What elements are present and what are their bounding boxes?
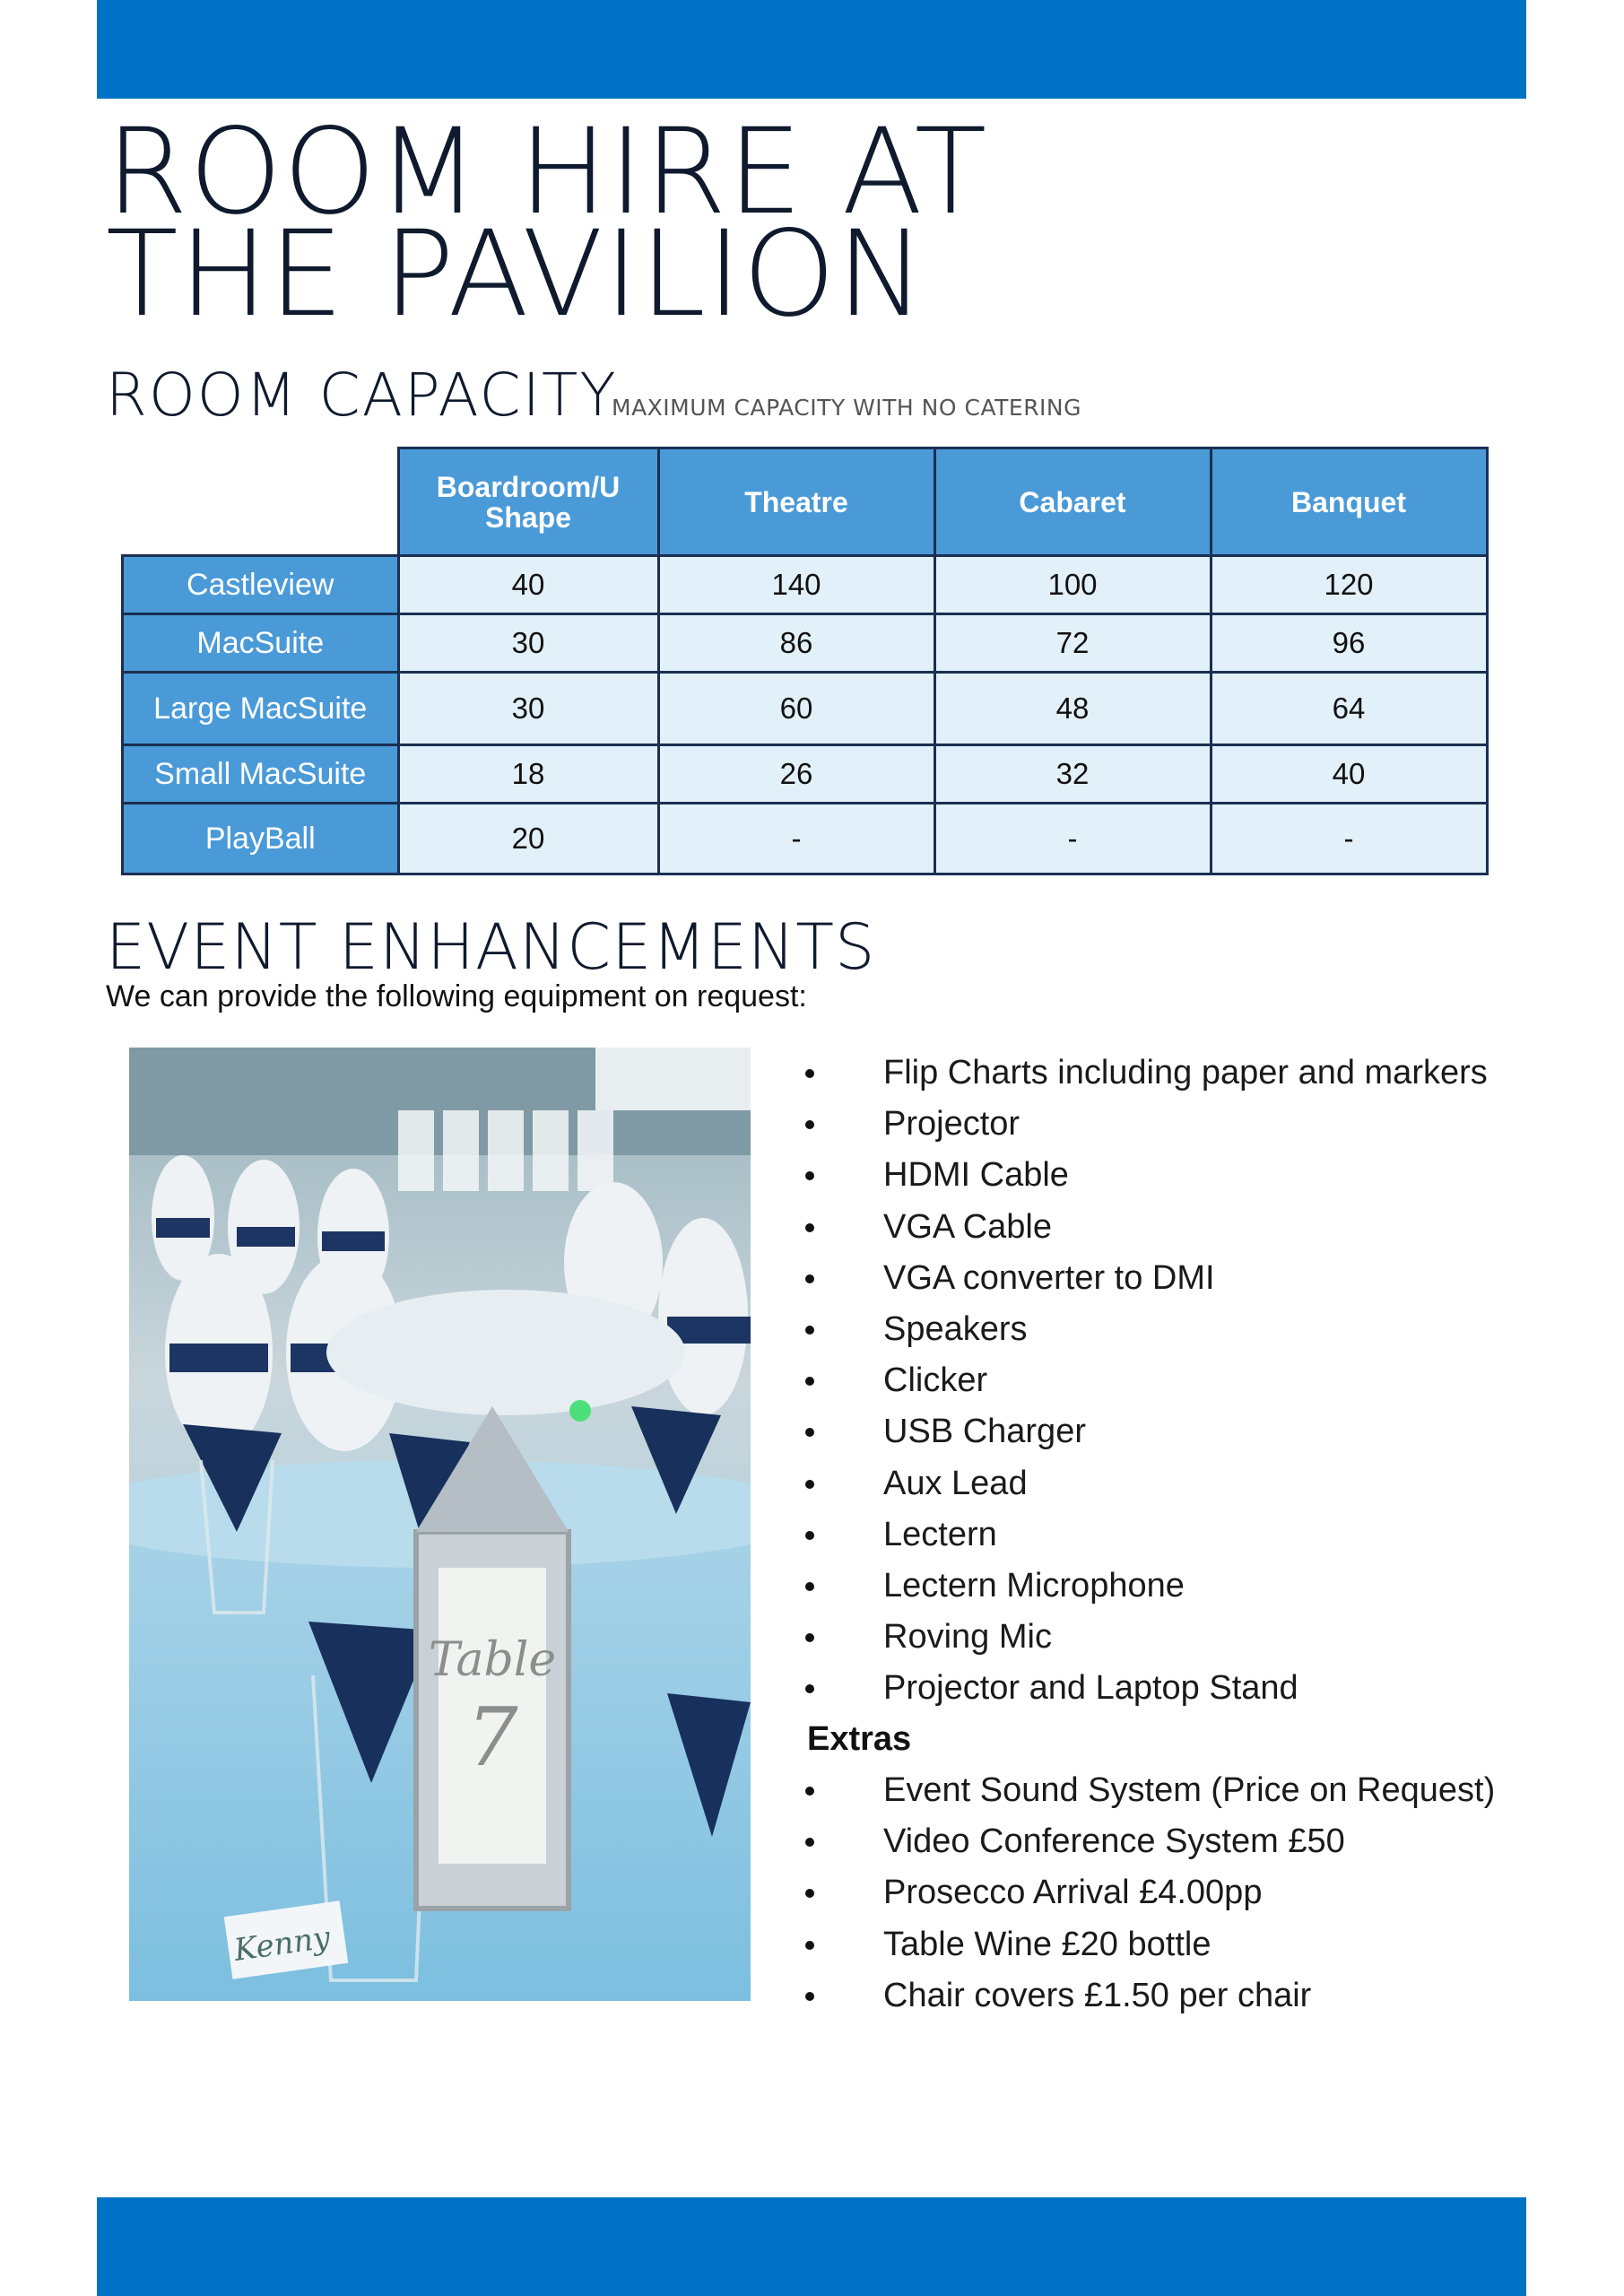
table-row — [123, 673, 1488, 745]
equipment-list — [789, 1048, 1488, 1714]
bottom-color-band — [97, 2197, 1526, 2296]
bullet-icon — [805, 1889, 814, 1898]
list-item — [789, 1048, 1488, 1099]
place-card-text: Kenny — [231, 1919, 333, 1969]
list-item — [789, 1253, 1488, 1304]
bullet-icon — [805, 1582, 814, 1591]
list-item-label: Projector — [883, 1105, 1020, 1144]
list-item-label: Roving Mic — [883, 1618, 1052, 1657]
list-item-label: Speakers — [883, 1309, 1028, 1348]
list-item-label: USB Charger — [883, 1413, 1086, 1451]
list-item — [789, 1970, 1495, 2022]
title-line-1: ROOM HIRE AT — [106, 103, 988, 241]
bullet-icon — [805, 1992, 814, 2001]
list-item-label: VGA Cable — [883, 1207, 1052, 1246]
capacity-cell: 18 — [398, 745, 658, 804]
event-room-photo — [129, 1048, 751, 2001]
svg-text:7: 7 — [466, 1691, 518, 1785]
table-corner-cell — [123, 448, 399, 556]
bullet-icon — [805, 1223, 814, 1232]
capacity-cell: - — [658, 804, 934, 874]
capacity-cell: 86 — [658, 614, 934, 673]
room-name-cell: Small MacSuite — [123, 745, 399, 804]
list-item-label: Prosecco Arrival £4.00pp — [883, 1874, 1263, 1912]
event-enhancements-heading: EVENT ENHANCEMENTS — [106, 910, 876, 984]
bullet-icon — [805, 1428, 814, 1437]
bullet-icon — [805, 1171, 814, 1180]
list-item — [789, 1304, 1488, 1355]
bullet-icon — [805, 1069, 814, 1078]
capacity-cell: 96 — [1211, 614, 1487, 673]
event-room-photo-illustration — [129, 1048, 751, 2001]
bullet-icon — [805, 1684, 814, 1693]
list-item-label: Table Wine £20 bottle — [883, 1925, 1211, 1963]
column-header: Theatre — [658, 448, 934, 556]
list-item-label: Video Conference System £50 — [883, 1822, 1345, 1861]
list-item-label: HDMI Cable — [883, 1156, 1069, 1195]
list-item-label: Chair covers £1.50 per chair — [883, 1976, 1312, 2014]
capacity-cell: 48 — [934, 673, 1211, 745]
room-capacity-subheading: MAXIMUM CAPACITY WITH NO CATERING — [612, 395, 1082, 421]
capacity-cell: 32 — [934, 745, 1211, 804]
list-item — [789, 1867, 1495, 1918]
bullet-icon — [805, 1120, 814, 1129]
table-row — [123, 804, 1488, 874]
capacity-cell: 20 — [398, 804, 658, 874]
list-item — [789, 1458, 1488, 1509]
bullet-icon — [805, 1531, 814, 1540]
room-name-cell: Large MacSuite — [123, 673, 399, 745]
list-item-label: VGA converter to DMI — [883, 1258, 1215, 1297]
bullet-icon — [805, 1941, 814, 1950]
capacity-cell: 64 — [1211, 673, 1487, 745]
list-item — [789, 1099, 1488, 1150]
extras-list — [789, 1765, 1495, 2022]
list-item-label: Lectern Microphone — [883, 1566, 1185, 1605]
bullet-icon — [805, 1633, 814, 1642]
list-item — [789, 1509, 1488, 1561]
list-item — [789, 1765, 1495, 1816]
column-header: Banquet — [1211, 448, 1487, 556]
bullet-icon — [805, 1480, 814, 1489]
list-item-label: Flip Charts including paper and markers — [883, 1054, 1488, 1091]
capacity-cell: 72 — [934, 614, 1211, 673]
capacity-cell: 60 — [658, 673, 934, 745]
list-item — [789, 1150, 1488, 1201]
list-item — [789, 1816, 1495, 1867]
capacity-cell: 140 — [658, 556, 934, 614]
table-row — [123, 745, 1488, 804]
bullet-icon — [805, 1838, 814, 1847]
bullet-icon — [805, 1377, 814, 1386]
list-item — [789, 1406, 1488, 1457]
capacity-table — [121, 447, 1489, 875]
list-item — [789, 1355, 1488, 1406]
capacity-cell: - — [1211, 804, 1487, 874]
column-header: Boardroom/U Shape — [398, 448, 658, 556]
list-item-label: Projector and Laptop Stand — [883, 1669, 1298, 1708]
list-item-label: Clicker — [883, 1361, 988, 1400]
svg-text:Table: Table — [428, 1633, 557, 1687]
list-item — [789, 1663, 1488, 1714]
list-item — [789, 1919, 1495, 1970]
capacity-cell: 26 — [658, 745, 934, 804]
room-capacity-heading: ROOM CAPACITY — [106, 361, 618, 430]
capacity-cell: 40 — [398, 556, 658, 614]
table-row — [123, 556, 1488, 614]
capacity-cell: 120 — [1211, 556, 1487, 614]
capacity-cell: 40 — [1211, 745, 1487, 804]
room-name-cell: Castleview — [123, 556, 399, 614]
extras-heading: Extras — [807, 1720, 912, 1758]
enhancements-intro: We can provide the following equipment on request: — [106, 979, 807, 1013]
capacity-cell: 30 — [398, 614, 658, 673]
bullet-icon — [805, 1787, 814, 1796]
room-name-cell: MacSuite — [123, 614, 399, 673]
list-item-label: Lectern — [883, 1515, 997, 1553]
top-color-band — [97, 0, 1526, 99]
room-name-cell: PlayBall — [123, 804, 399, 874]
bullet-icon — [805, 1326, 814, 1335]
list-item-label: Event Sound System (Price on Request) — [883, 1771, 1496, 1809]
capacity-cell: - — [934, 804, 1211, 874]
column-header: Cabaret — [934, 448, 1211, 556]
table-row — [123, 614, 1488, 673]
capacity-cell: 100 — [934, 556, 1211, 614]
list-item — [789, 1202, 1488, 1253]
table-header-row — [123, 448, 1488, 556]
list-item — [789, 1612, 1488, 1663]
capacity-cell: 30 — [398, 673, 658, 745]
title-line-2: THE PAVILION — [106, 205, 926, 344]
bullet-icon — [805, 1274, 814, 1283]
list-item — [789, 1561, 1488, 1612]
page-title — [106, 103, 988, 344]
list-item-label: Aux Lead — [883, 1464, 1028, 1502]
